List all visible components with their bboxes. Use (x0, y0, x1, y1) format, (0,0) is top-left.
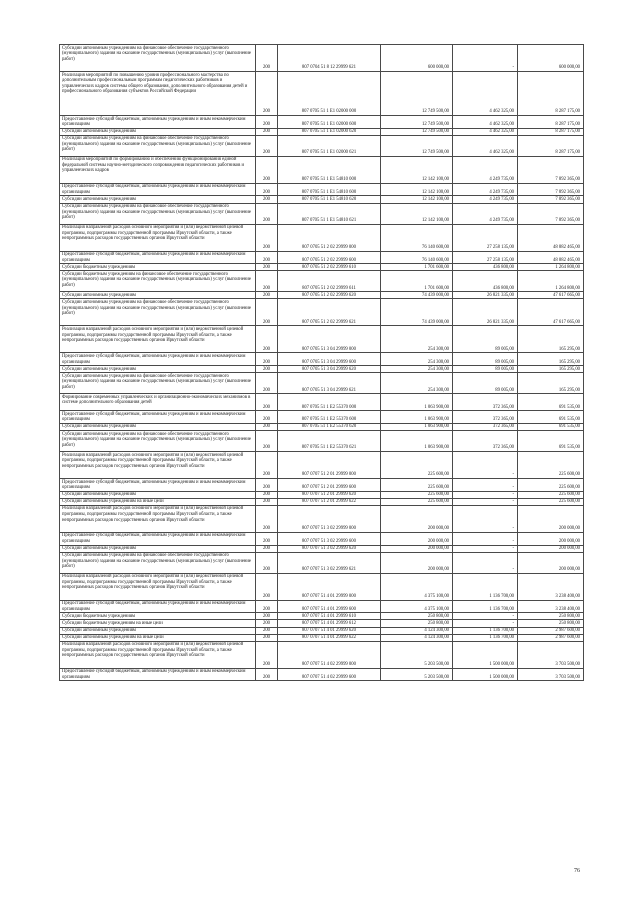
row-amount-remaining: 3 238 400,00 (518, 600, 584, 613)
row-amount-executed: 1 136 700,00 (453, 627, 518, 634)
row-amount-remaining: 691 535,00 (518, 394, 584, 411)
row-amount-remaining: 48 882 465,00 (518, 224, 584, 251)
row-code-200: 200 (256, 326, 278, 353)
row-budget-code: 807 0707 51 4 02 29999 600 (278, 668, 381, 681)
row-amount-plan: 254 300,00 (381, 373, 453, 394)
row-budget-code: 807 0705 51 3 04 29999 621 (278, 373, 381, 394)
row-amount-remaining: 7 892 365,00 (518, 156, 584, 183)
budget-table-body (60, 45, 584, 681)
table-row (60, 479, 584, 492)
row-amount-plan: 200 000,00 (381, 545, 453, 552)
row-description: Предоставление субсидий бюджетным, автономным учреждениям и иным некоммерческим организациям (60, 600, 256, 613)
row-amount-executed: - (453, 452, 518, 479)
row-budget-code: 807 0707 51 4 01 29999 000 (278, 573, 381, 600)
row-budget-code: 807 0705 51 3 04 29999 000 (278, 326, 381, 353)
row-description: Субсидии автономным учреждениям на финансовое обеспечение государственного (муниципального) задания на оказание государственных (муниципальных) услуг (выполнение работ) (60, 135, 256, 156)
table-row (60, 431, 584, 452)
row-amount-executed: 89 005,00 (453, 373, 518, 394)
row-amount-plan: 4 375 100,00 (381, 573, 453, 600)
row-description: Субсидии бюджетным учреждениям (60, 613, 256, 620)
row-code-200: 200 (256, 613, 278, 620)
table-row (60, 452, 584, 479)
row-code-200: 200 (256, 505, 278, 532)
row-description: Предоставление субсидий бюджетным, автономным учреждениям и иным некоммерческим организациям (60, 411, 256, 424)
row-amount-remaining: 3 703 500,00 (518, 668, 584, 681)
row-amount-remaining: 225 600,00 (518, 452, 584, 479)
row-amount-remaining: 48 882 465,00 (518, 251, 584, 264)
table-row (60, 634, 584, 641)
row-amount-plan: 12 142 100,00 (381, 203, 453, 224)
table-row (60, 573, 584, 600)
row-amount-remaining: 1 264 800,00 (518, 264, 584, 271)
row-budget-code: 807 0707 51 4 01 29999 612 (278, 620, 381, 627)
row-description: Субсидии бюджетным учреждениям на иные цели (60, 620, 256, 627)
row-amount-remaining: 7 892 365,00 (518, 203, 584, 224)
row-budget-code: 807 0705 51 1 E2 55370 000 (278, 394, 381, 411)
row-budget-code: 807 0705 51 1 E1 54810 000 (278, 156, 381, 183)
row-code-200: 200 (256, 353, 278, 366)
row-description: Субсидии бюджетным учреждениям (60, 264, 256, 271)
row-code-200: 200 (256, 366, 278, 373)
row-amount-remaining: 165 295,00 (518, 366, 584, 373)
table-row (60, 394, 584, 411)
row-code-200: 200 (256, 135, 278, 156)
table-row (60, 264, 584, 271)
row-amount-plan: 600 000,00 (381, 45, 453, 72)
row-amount-plan: 76 140 600,00 (381, 224, 453, 251)
row-amount-plan: 250 800,00 (381, 620, 453, 627)
table-row (60, 498, 584, 505)
row-description: Субсидии автономным учреждениям на финансовое обеспечение государственного (муниципального) задания на оказание государственных (муниципальных) услуг (выполнение работ) (60, 203, 256, 224)
table-row (60, 552, 584, 573)
row-amount-plan: 225 600,00 (381, 479, 453, 492)
row-code-200: 200 (256, 196, 278, 203)
row-description: Субсидии автономным учреждениям (60, 545, 256, 552)
table-row (60, 45, 584, 72)
row-description: Субсидии автономным учреждениям на финансовое обеспечение государственного (муниципального) задания на оказание государственных (муниципальных) услуг (выполнение работ) (60, 299, 256, 326)
row-amount-executed: 4 249 735,00 (453, 183, 518, 196)
row-amount-plan: 225 600,00 (381, 498, 453, 505)
row-amount-executed: 26 821 335,00 (453, 292, 518, 299)
row-amount-remaining: 2 987 600,00 (518, 634, 584, 641)
table-row (60, 491, 584, 498)
row-amount-plan: 200 000,00 (381, 552, 453, 573)
row-code-200: 200 (256, 72, 278, 116)
table-row (60, 224, 584, 251)
row-code-200: 200 (256, 668, 278, 681)
row-budget-code: 807 0707 51 4 01 29999 610 (278, 613, 381, 620)
row-amount-remaining: 47 617 665,00 (518, 292, 584, 299)
row-amount-remaining: 225 600,00 (518, 479, 584, 492)
row-amount-executed: 1 500 000,00 (453, 668, 518, 681)
row-amount-executed: 1 136 700,00 (453, 634, 518, 641)
table-row (60, 353, 584, 366)
table-row (60, 600, 584, 613)
row-budget-code: 807 0707 51 4 01 29999 620 (278, 627, 381, 634)
row-code-200: 200 (256, 299, 278, 326)
row-amount-remaining: 8 287 175,00 (518, 72, 584, 116)
row-amount-executed: - (453, 491, 518, 498)
row-amount-plan: 254 300,00 (381, 326, 453, 353)
row-budget-code: 807 0705 51 1 E1 54810 600 (278, 183, 381, 196)
row-code-200: 200 (256, 498, 278, 505)
row-amount-executed: 1 136 700,00 (453, 600, 518, 613)
row-amount-executed: 372 365,00 (453, 394, 518, 411)
row-amount-plan: 1 701 600,00 (381, 271, 453, 292)
table-row (60, 251, 584, 264)
row-description: Субсидии автономным учреждениям (60, 292, 256, 299)
row-code-200: 200 (256, 271, 278, 292)
row-budget-code: 807 0705 51 1 E2 55370 621 (278, 431, 381, 452)
row-budget-code: 807 0705 51 2 02 29999 611 (278, 271, 381, 292)
row-budget-code: 807 0707 51 2 01 29999 622 (278, 498, 381, 505)
row-amount-executed: 4 462 325,00 (453, 135, 518, 156)
row-description: Реализация направлений расходов основного мероприятия и (или) ведомственной целевой программы, подпрограммы государственной программы Иркутской области, а также непрограммных расходов государственных органов Иркутской области (60, 641, 256, 668)
row-description: Субсидии автономным учреждениям (60, 196, 256, 203)
row-amount-plan: 1 063 900,00 (381, 423, 453, 430)
table-row (60, 271, 584, 292)
row-code-200: 200 (256, 251, 278, 264)
row-amount-plan: 1 701 600,00 (381, 264, 453, 271)
row-amount-plan: 1 063 900,00 (381, 411, 453, 424)
row-amount-remaining: 165 295,00 (518, 353, 584, 366)
row-code-200: 200 (256, 183, 278, 196)
row-code-200: 200 (256, 292, 278, 299)
row-budget-code: 807 0707 51 4 02 29999 000 (278, 641, 381, 668)
row-amount-remaining: 3 238 400,00 (518, 573, 584, 600)
table-row (60, 373, 584, 394)
row-amount-plan: 254 300,00 (381, 353, 453, 366)
row-code-200: 200 (256, 423, 278, 430)
row-amount-remaining: 1 264 800,00 (518, 271, 584, 292)
row-budget-code: 807 0707 51 2 01 29999 000 (278, 452, 381, 479)
row-amount-plan: 1 063 900,00 (381, 431, 453, 452)
row-code-200: 200 (256, 116, 278, 129)
row-amount-plan: 200 000,00 (381, 505, 453, 532)
table-row (60, 613, 584, 620)
row-description: Реализация направлений расходов основного мероприятия и (или) ведомственной целевой программы, подпрограммы государственной программы Иркутской области, а также непрограммных расходов государственных органов Иркутской области (60, 326, 256, 353)
row-amount-plan: 225 600,00 (381, 452, 453, 479)
row-budget-code: 807 0705 51 1 E1 54810 620 (278, 196, 381, 203)
row-budget-code: 807 0707 51 2 01 29999 620 (278, 491, 381, 498)
row-amount-executed: 372 365,00 (453, 423, 518, 430)
row-amount-plan: 250 800,00 (381, 613, 453, 620)
row-description: Реализация направлений расходов основного мероприятия и (или) ведомственной целевой программы, подпрограммы государственной программы Иркутской области, а также непрограммных расходов государственных органов Иркутской области (60, 573, 256, 600)
row-amount-remaining: 165 295,00 (518, 373, 584, 394)
row-budget-code: 807 0705 51 2 02 29999 621 (278, 299, 381, 326)
row-amount-remaining: 200 000,00 (518, 532, 584, 545)
row-amount-remaining: 7 892 365,00 (518, 196, 584, 203)
row-amount-remaining: 225 600,00 (518, 491, 584, 498)
row-budget-code: 807 0707 51 2 01 29999 600 (278, 479, 381, 492)
row-budget-code: 807 0707 51 3 02 29999 620 (278, 545, 381, 552)
row-code-200: 200 (256, 573, 278, 600)
row-amount-executed: - (453, 498, 518, 505)
page-number: 76 (574, 868, 580, 874)
row-description: Субсидии автономным учреждениям на иные цели (60, 634, 256, 641)
row-budget-code: 807 0705 51 1 E2 55370 620 (278, 423, 381, 430)
row-amount-remaining: 250 800,00 (518, 620, 584, 627)
row-code-200: 200 (256, 452, 278, 479)
row-amount-remaining: 691 535,00 (518, 423, 584, 430)
row-amount-plan: 4 124 300,00 (381, 634, 453, 641)
row-budget-code: 807 0705 51 1 E1 54810 621 (278, 203, 381, 224)
table-row (60, 627, 584, 634)
row-description: Предоставление субсидий бюджетным, автономным учреждениям и иным некоммерческим организациям (60, 668, 256, 681)
table-row (60, 135, 584, 156)
table-row (60, 203, 584, 224)
row-amount-executed: - (453, 613, 518, 620)
row-amount-plan: 254 300,00 (381, 366, 453, 373)
row-amount-executed: - (453, 505, 518, 532)
row-description: Субсидии бюджетным учреждениям на финансовое обеспечение государственного (муниципального) задания на оказание государственных (муниципальных) услуг (выполнение работ) (60, 271, 256, 292)
row-amount-remaining: 8 287 175,00 (518, 135, 584, 156)
row-amount-executed: 27 258 135,00 (453, 251, 518, 264)
row-budget-code: 807 0705 51 1 E2 55370 600 (278, 411, 381, 424)
row-description: Формирование современных управленческих и организационно-экономических механизмов в системе дополнительного образования детей (60, 394, 256, 411)
row-amount-plan: 200 000,00 (381, 532, 453, 545)
row-amount-plan: 225 600,00 (381, 491, 453, 498)
row-amount-plan: 12 749 500,00 (381, 135, 453, 156)
row-amount-executed: 4 462 325,00 (453, 116, 518, 129)
row-amount-remaining: 47 617 665,00 (518, 299, 584, 326)
row-amount-plan: 5 203 500,00 (381, 668, 453, 681)
row-amount-remaining: 691 535,00 (518, 411, 584, 424)
row-amount-executed: 4 462 325,00 (453, 128, 518, 135)
row-amount-remaining: 200 000,00 (518, 545, 584, 552)
row-amount-executed: 4 249 735,00 (453, 196, 518, 203)
row-description: Предоставление субсидий бюджетным, автономным учреждениям и иным некоммерческим организациям (60, 479, 256, 492)
row-description: Субсидии автономным учреждениям на финансовое обеспечение государственного (муниципального) задания на оказание государственных (муниципальных) услуг (выполнение работ) (60, 45, 256, 72)
row-description: Реализация направлений расходов основного мероприятия и (или) ведомственной целевой программы, подпрограммы государственной программы Иркутской области, а также непрограммных расходов государственных органов Иркутской области (60, 505, 256, 532)
row-amount-remaining: 165 295,00 (518, 326, 584, 353)
table-row (60, 156, 584, 183)
row-amount-executed: - (453, 620, 518, 627)
row-budget-code: 807 0705 51 2 02 29999 000 (278, 224, 381, 251)
row-description: Предоставление субсидий бюджетным, автономным учреждениям и иным некоммерческим организациям (60, 251, 256, 264)
row-description: Субсидии автономным учреждениям (60, 627, 256, 634)
row-amount-executed: - (453, 552, 518, 573)
row-amount-plan: 12 142 100,00 (381, 156, 453, 183)
row-budget-code: 807 0705 51 2 02 29999 600 (278, 251, 381, 264)
row-description: Субсидии автономным учреждениям на финансовое обеспечение государственного (муниципального) задания на оказание государственных (муниципальных) услуг (выполнение работ) (60, 552, 256, 573)
row-amount-plan: 12 142 100,00 (381, 183, 453, 196)
row-code-200: 200 (256, 156, 278, 183)
row-description: Субсидии автономным учреждениям на финансовое обеспечение государственного (муниципального) задания на оказание государственных (муниципальных) услуг (выполнение работ) (60, 373, 256, 394)
row-amount-plan: 12 749 500,00 (381, 72, 453, 116)
row-description: Предоставление субсидий бюджетным, автономным учреждениям и иным некоммерческим организациям (60, 183, 256, 196)
row-amount-plan: 4 124 300,00 (381, 627, 453, 634)
row-code-200: 200 (256, 491, 278, 498)
row-budget-code: 807 0705 51 3 04 29999 600 (278, 353, 381, 366)
row-amount-remaining: 600 000,00 (518, 45, 584, 72)
table-row (60, 620, 584, 627)
table-row (60, 326, 584, 353)
row-amount-remaining: 225 600,00 (518, 498, 584, 505)
row-amount-executed: 89 005,00 (453, 353, 518, 366)
table-row (60, 292, 584, 299)
row-amount-executed: 436 800,00 (453, 271, 518, 292)
row-amount-executed: 4 462 325,00 (453, 72, 518, 116)
table-row (60, 183, 584, 196)
row-amount-executed: 89 005,00 (453, 326, 518, 353)
row-code-200: 200 (256, 203, 278, 224)
row-description: Реализация мероприятий по повышению уровня профессионального мастерства по дополнительным профессиональным программам педагогических работников и управленческих кадров системы общего образования, дополнительного образования детей и профессионального образования субъектов Российской Федерации (60, 72, 256, 116)
row-budget-code: 807 0704 51 8 12 29999 621 (278, 45, 381, 72)
row-code-200: 200 (256, 45, 278, 72)
row-amount-remaining: 8 287 175,00 (518, 128, 584, 135)
row-amount-plan: 5 203 500,00 (381, 641, 453, 668)
row-amount-plan: 76 140 600,00 (381, 251, 453, 264)
row-description: Субсидии автономным учреждениям (60, 128, 256, 135)
row-description: Субсидии автономным учреждениям (60, 491, 256, 498)
row-budget-code: 807 0705 51 1 E1 02000 600 (278, 116, 381, 129)
table-row (60, 128, 584, 135)
row-code-200: 200 (256, 627, 278, 634)
row-amount-remaining: 691 535,00 (518, 431, 584, 452)
row-description: Реализация направлений расходов основного мероприятия и (или) ведомственной целевой программы, подпрограммы государственной программы Иркутской области, а также непрограммных расходов государственных органов Иркутской области (60, 452, 256, 479)
row-code-200: 200 (256, 634, 278, 641)
row-budget-code: 807 0705 51 3 04 29999 620 (278, 366, 381, 373)
row-budget-code: 807 0705 51 1 E1 02000 000 (278, 72, 381, 116)
row-amount-executed: 1 136 700,00 (453, 573, 518, 600)
row-amount-executed: 26 821 335,00 (453, 299, 518, 326)
row-amount-remaining: 200 000,00 (518, 505, 584, 532)
row-code-200: 200 (256, 224, 278, 251)
row-amount-executed: - (453, 45, 518, 72)
table-row (60, 196, 584, 203)
row-amount-executed: 4 249 735,00 (453, 203, 518, 224)
table-row (60, 532, 584, 545)
row-amount-plan: 1 063 900,00 (381, 394, 453, 411)
row-amount-executed: 372 365,00 (453, 431, 518, 452)
row-code-200: 200 (256, 264, 278, 271)
row-code-200: 200 (256, 411, 278, 424)
row-budget-code: 807 0707 51 4 01 29999 600 (278, 600, 381, 613)
row-amount-plan: 4 375 100,00 (381, 600, 453, 613)
row-code-200: 200 (256, 600, 278, 613)
row-amount-executed: - (453, 479, 518, 492)
row-code-200: 200 (256, 641, 278, 668)
row-code-200: 200 (256, 373, 278, 394)
row-budget-code: 807 0705 51 1 E1 02000 621 (278, 135, 381, 156)
row-code-200: 200 (256, 552, 278, 573)
row-amount-executed: 89 005,00 (453, 366, 518, 373)
row-description: Субсидии автономным учреждениям (60, 366, 256, 373)
table-row (60, 545, 584, 552)
row-amount-executed: 4 249 735,00 (453, 156, 518, 183)
row-code-200: 200 (256, 431, 278, 452)
row-budget-code: 807 0705 51 1 E1 02000 620 (278, 128, 381, 135)
row-description: Субсидии автономным учреждениям на финансовое обеспечение государственного (муниципального) задания на оказание государственных (муниципальных) услуг (выполнение работ) (60, 431, 256, 452)
row-description: Реализация направлений расходов основного мероприятия и (или) ведомственной целевой программы, подпрограммы государственной программы Иркутской области, а также непрограммных расходов государственных органов Иркутской области (60, 224, 256, 251)
row-amount-remaining: 2 987 600,00 (518, 627, 584, 634)
row-amount-plan: 74 439 000,00 (381, 292, 453, 299)
row-budget-code: 807 0707 51 3 02 29999 621 (278, 552, 381, 573)
table-row (60, 299, 584, 326)
row-code-200: 200 (256, 545, 278, 552)
row-description: Реализация мероприятий по формированию и обеспечению функционирования единой федеральной системы научно-методического сопровождения педагогических работников и управленческих кадров (60, 156, 256, 183)
table-row (60, 641, 584, 668)
table-row (60, 668, 584, 681)
row-amount-plan: 12 142 100,00 (381, 196, 453, 203)
table-row (60, 505, 584, 532)
row-budget-code: 807 0707 51 3 02 29999 600 (278, 532, 381, 545)
table-row (60, 423, 584, 430)
row-amount-remaining: 250 800,00 (518, 613, 584, 620)
row-amount-executed: 27 258 135,00 (453, 224, 518, 251)
row-amount-plan: 12 749 500,00 (381, 116, 453, 129)
row-code-200: 200 (256, 620, 278, 627)
row-amount-executed: 372 365,00 (453, 411, 518, 424)
row-amount-plan: 12 749 500,00 (381, 128, 453, 135)
row-description: Предоставление субсидий бюджетным, автономным учреждениям и иным некоммерческим организациям (60, 353, 256, 366)
row-description: Предоставление субсидий бюджетным, автономным учреждениям и иным некоммерческим организациям (60, 532, 256, 545)
row-budget-code: 807 0705 51 2 02 29999 620 (278, 292, 381, 299)
row-description: Субсидии автономным учреждениям на иные цели (60, 498, 256, 505)
table-row (60, 116, 584, 129)
row-amount-executed: - (453, 545, 518, 552)
row-budget-code: 807 0707 51 4 01 29999 622 (278, 634, 381, 641)
row-code-200: 200 (256, 394, 278, 411)
row-amount-plan: 74 439 000,00 (381, 299, 453, 326)
budget-table (59, 44, 584, 681)
row-code-200: 200 (256, 532, 278, 545)
row-code-200: 200 (256, 479, 278, 492)
row-budget-code: 807 0707 51 3 02 29999 000 (278, 505, 381, 532)
row-budget-code: 807 0705 51 2 02 29999 610 (278, 264, 381, 271)
row-amount-remaining: 200 000,00 (518, 552, 584, 573)
row-amount-executed: 436 800,00 (453, 264, 518, 271)
table-row (60, 411, 584, 424)
row-amount-remaining: 8 287 175,00 (518, 116, 584, 129)
row-amount-remaining: 3 703 500,00 (518, 641, 584, 668)
row-amount-remaining: 7 892 365,00 (518, 183, 584, 196)
table-row (60, 72, 584, 116)
row-description: Предоставление субсидий бюджетным, автономным учреждениям и иным некоммерческим организациям (60, 116, 256, 129)
row-code-200: 200 (256, 128, 278, 135)
row-amount-executed: 1 500 000,00 (453, 641, 518, 668)
table-row (60, 366, 584, 373)
row-description: Субсидии автономным учреждениям (60, 423, 256, 430)
row-amount-executed: - (453, 532, 518, 545)
